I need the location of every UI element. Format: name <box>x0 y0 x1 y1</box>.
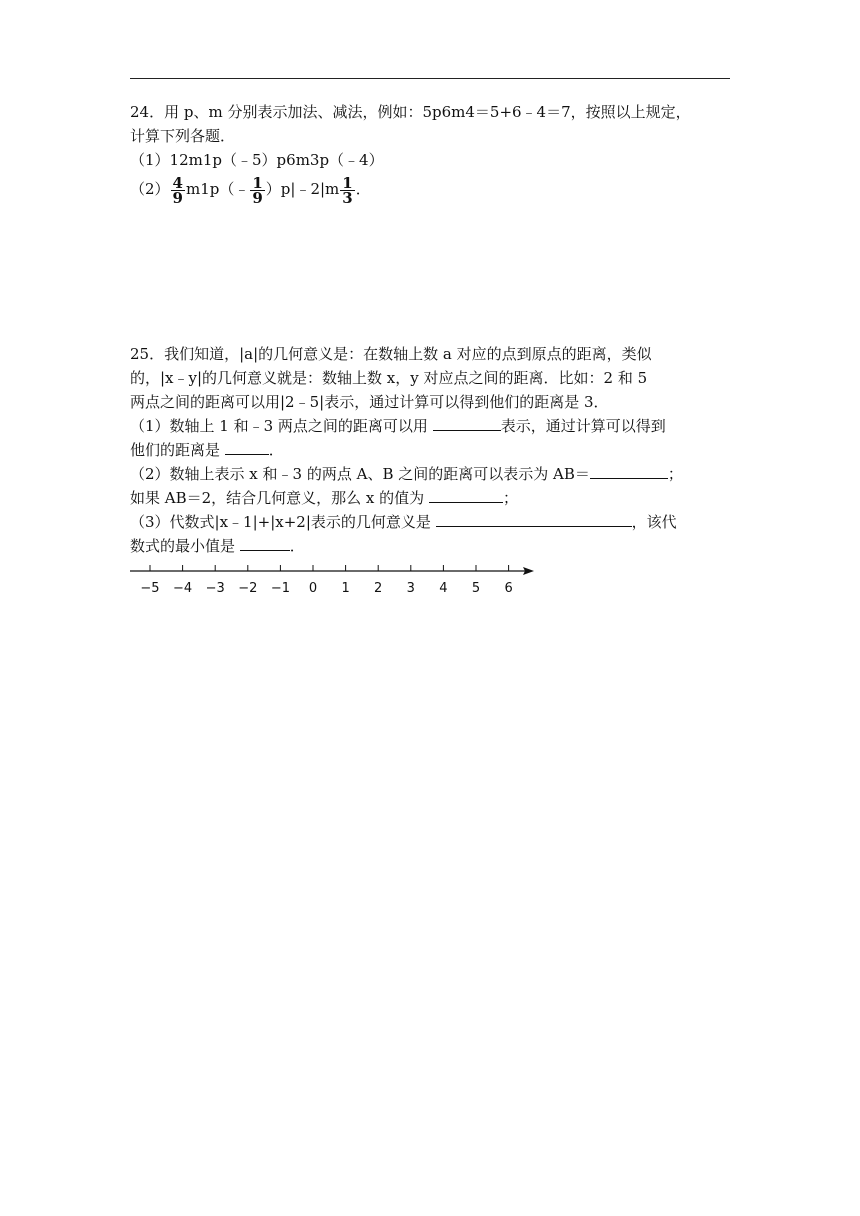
question-25 <box>130 342 730 558</box>
q25-part3-end: ，该代 <box>631 513 677 531</box>
number-line-tick-label: −4 <box>173 581 193 596</box>
question-24 <box>130 100 730 206</box>
number-line-tick-label: 0 <box>308 581 318 596</box>
fraction-denominator: 3 <box>342 188 353 207</box>
fraction-denominator: 9 <box>252 188 263 207</box>
q25-line-1: 25．我们知道，|a|的几何意义是：在数轴上数 a 对应的点到原点的距离，类似 <box>130 345 652 363</box>
number-line-tick-label: −2 <box>238 581 258 596</box>
q25-min-value-end: ． <box>289 537 305 555</box>
q25-part1-text: （1）数轴上 1 和﹣3 两点之间的距离可以用 <box>130 417 433 435</box>
fill-blank-4[interactable] <box>429 487 503 503</box>
q25-line-2: 的，|x﹣y|的几何意义就是：数轴上数 x，y 对应点之间的距离．比如：2 和 5 <box>130 369 648 387</box>
number-line <box>128 560 548 600</box>
q25-part3-text: （3）代数式|x﹣1|+|x+2|表示的几何意义是 <box>130 513 436 531</box>
number-line-ticks <box>140 565 512 596</box>
fill-blank-2[interactable] <box>225 439 269 455</box>
fraction-4-9 <box>171 173 185 207</box>
q25-line-7 <box>130 486 730 510</box>
q25-x-value-end: ； <box>502 489 518 507</box>
q25-line-6 <box>130 462 730 486</box>
number-line-tick-label: 1 <box>341 581 350 596</box>
fill-blank-5[interactable] <box>436 511 632 527</box>
q25-part2-end: ； <box>667 465 683 483</box>
q24-line-1: 24．用 p、m 分别表示加法、减法，例如：5p6m4＝5+6﹣4＝7，按照以上规定， <box>130 103 691 121</box>
q24-part2-prefix: （2） <box>130 180 170 198</box>
q25-min-value-text: 数式的最小值是 <box>130 537 240 555</box>
q25-x-value-text: 如果 AB＝2，结合几何意义，那么 x 的值为 <box>130 489 429 507</box>
q25-distance-text: 他们的距离是 <box>130 441 225 459</box>
fraction-numerator: 1 <box>252 173 263 192</box>
fraction-1-9 <box>250 173 264 207</box>
answer-space <box>130 206 730 342</box>
q24-part-1: （1）12m1p（﹣5）p6m3p（﹣4） <box>130 151 384 169</box>
fill-blank-1[interactable] <box>433 415 501 431</box>
q25-line-8 <box>130 510 730 534</box>
q25-part1-text-end: 表示，通过计算可以得到 <box>500 417 666 435</box>
q25-distance-end: ． <box>268 441 284 459</box>
q25-line-4 <box>130 414 730 438</box>
worksheet-body <box>130 100 730 558</box>
header-rule <box>130 78 730 79</box>
fraction-1-3 <box>340 173 354 207</box>
number-line-tick-label: −5 <box>140 581 160 596</box>
q24-part2-mid: m1p（﹣ <box>185 180 250 198</box>
number-line-tick-label: 5 <box>471 581 481 596</box>
fraction-denominator: 9 <box>172 188 183 207</box>
fraction-numerator: 4 <box>172 173 183 192</box>
q25-part2-text: （2）数轴上表示 x 和﹣3 的两点 A、B 之间的距离可以表示为 AB＝ <box>130 465 590 483</box>
fraction-numerator: 1 <box>342 173 353 192</box>
number-line-tick-label: −1 <box>270 581 290 596</box>
q25-line-9 <box>130 534 730 558</box>
q24-part2-end: ． <box>355 180 371 198</box>
fill-blank-3[interactable] <box>590 463 668 479</box>
number-line-tick-label: −3 <box>205 581 225 596</box>
number-line-tick-label: 6 <box>504 581 513 596</box>
q25-line-3: 两点之间的距离可以用|2﹣5|表示，通过计算可以得到他们的距离是 3． <box>130 393 609 411</box>
number-line-tick-label: 4 <box>439 581 448 596</box>
number-line-tick-label: 2 <box>374 581 383 596</box>
fill-blank-6[interactable] <box>240 535 290 551</box>
number-line-tick-label: 3 <box>406 581 415 596</box>
q24-part-2 <box>130 172 730 206</box>
q24-part2-mid2: ）p|﹣2|m <box>265 180 340 198</box>
q25-line-5 <box>130 438 730 462</box>
q24-line-2: 计算下列各题． <box>130 127 236 145</box>
